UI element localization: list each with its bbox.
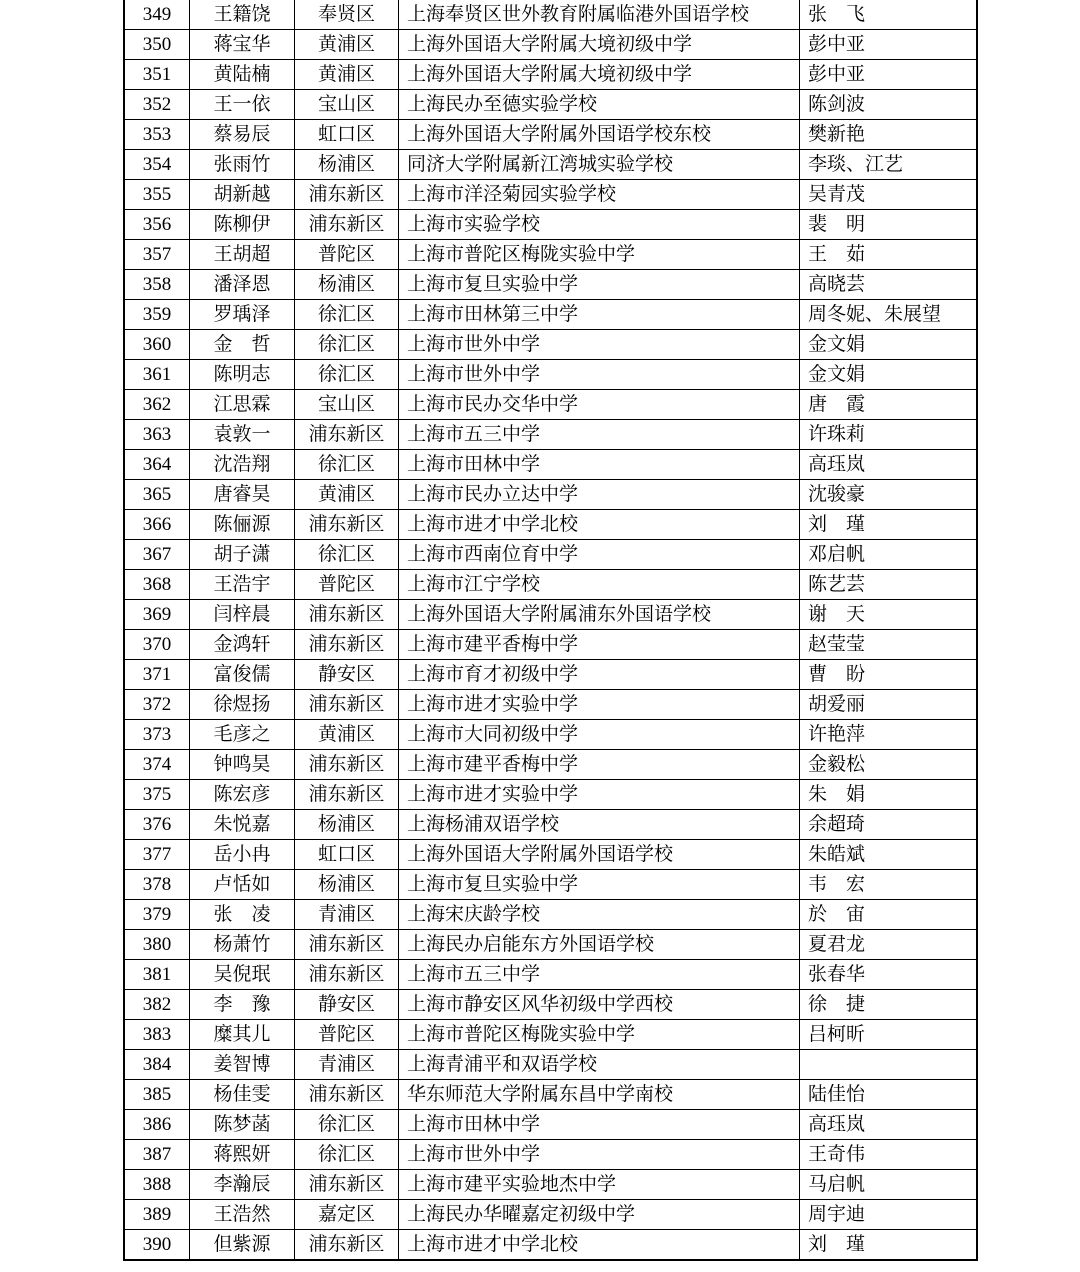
cell-school: 上海外国语大学附属外国语学校东校 bbox=[399, 120, 800, 150]
cell-district: 嘉定区 bbox=[295, 1200, 399, 1230]
cell-student-name: 杨佳雯 bbox=[190, 1080, 295, 1110]
cell-school: 上海市田林中学 bbox=[399, 1110, 800, 1140]
cell-district: 普陀区 bbox=[295, 570, 399, 600]
cell-district: 浦东新区 bbox=[295, 600, 399, 630]
cell-district: 浦东新区 bbox=[295, 750, 399, 780]
cell-school: 上海市洋泾菊园实验学校 bbox=[399, 180, 800, 210]
cell-number: 369 bbox=[124, 600, 190, 630]
table-row bbox=[124, 570, 977, 600]
cell-school: 上海市民办立达中学 bbox=[399, 480, 800, 510]
cell-number: 364 bbox=[124, 450, 190, 480]
table-row bbox=[124, 630, 977, 660]
cell-number: 365 bbox=[124, 480, 190, 510]
table-row bbox=[124, 1020, 977, 1050]
cell-district: 黄浦区 bbox=[295, 60, 399, 90]
cell-district: 徐汇区 bbox=[295, 300, 399, 330]
cell-school: 上海市复旦实验中学 bbox=[399, 870, 800, 900]
cell-school: 上海市进才中学北校 bbox=[399, 510, 800, 540]
cell-student-name: 王浩然 bbox=[190, 1200, 295, 1230]
cell-teacher: 余超琦 bbox=[800, 810, 978, 840]
cell-student-name: 毛彦之 bbox=[190, 720, 295, 750]
cell-teacher: 吴青茂 bbox=[800, 180, 978, 210]
cell-number: 378 bbox=[124, 870, 190, 900]
cell-student-name: 黄陆楠 bbox=[190, 60, 295, 90]
table-row bbox=[124, 660, 977, 690]
cell-district: 徐汇区 bbox=[295, 360, 399, 390]
cell-teacher: 许艳萍 bbox=[800, 720, 978, 750]
cell-teacher: 朱 娟 bbox=[800, 780, 978, 810]
cell-student-name: 金 哲 bbox=[190, 330, 295, 360]
cell-teacher: 赵莹莹 bbox=[800, 630, 978, 660]
table-row bbox=[124, 750, 977, 780]
cell-number: 389 bbox=[124, 1200, 190, 1230]
cell-student-name: 卢恬如 bbox=[190, 870, 295, 900]
table-row bbox=[124, 30, 977, 60]
table-row bbox=[124, 510, 977, 540]
cell-school: 上海市江宁学校 bbox=[399, 570, 800, 600]
cell-student-name: 王浩宇 bbox=[190, 570, 295, 600]
cell-number: 370 bbox=[124, 630, 190, 660]
cell-district: 浦东新区 bbox=[295, 1230, 399, 1261]
cell-number: 363 bbox=[124, 420, 190, 450]
cell-number: 356 bbox=[124, 210, 190, 240]
cell-teacher: 金文娟 bbox=[800, 330, 978, 360]
cell-district: 青浦区 bbox=[295, 1050, 399, 1080]
cell-district: 黄浦区 bbox=[295, 480, 399, 510]
cell-teacher: 沈骏豪 bbox=[800, 480, 978, 510]
table-row bbox=[124, 210, 977, 240]
cell-district: 普陀区 bbox=[295, 1020, 399, 1050]
cell-teacher: 王 茹 bbox=[800, 240, 978, 270]
cell-school: 上海外国语大学附属大境初级中学 bbox=[399, 60, 800, 90]
cell-number: 354 bbox=[124, 150, 190, 180]
cell-district: 徐汇区 bbox=[295, 540, 399, 570]
table-row bbox=[124, 270, 977, 300]
cell-teacher: 高晓芸 bbox=[800, 270, 978, 300]
cell-number: 361 bbox=[124, 360, 190, 390]
cell-student-name: 陈俪源 bbox=[190, 510, 295, 540]
table-row bbox=[124, 1110, 977, 1140]
cell-district: 杨浦区 bbox=[295, 810, 399, 840]
cell-number: 359 bbox=[124, 300, 190, 330]
cell-teacher: 谢 天 bbox=[800, 600, 978, 630]
cell-teacher: 周宇迪 bbox=[800, 1200, 978, 1230]
cell-number: 371 bbox=[124, 660, 190, 690]
cell-number: 382 bbox=[124, 990, 190, 1020]
table-row bbox=[124, 240, 977, 270]
cell-school: 上海市普陀区梅陇实验中学 bbox=[399, 240, 800, 270]
cell-teacher: 徐 捷 bbox=[800, 990, 978, 1020]
table-row bbox=[124, 0, 977, 30]
cell-teacher: 高珏岚 bbox=[800, 1110, 978, 1140]
cell-number: 355 bbox=[124, 180, 190, 210]
cell-district: 浦东新区 bbox=[295, 510, 399, 540]
cell-number: 377 bbox=[124, 840, 190, 870]
cell-number: 380 bbox=[124, 930, 190, 960]
cell-number: 351 bbox=[124, 60, 190, 90]
cell-teacher: 周冬妮、朱展望 bbox=[800, 300, 978, 330]
cell-school: 上海民办至德实验学校 bbox=[399, 90, 800, 120]
table-row bbox=[124, 1200, 977, 1230]
cell-number: 376 bbox=[124, 810, 190, 840]
cell-teacher: 陈艺芸 bbox=[800, 570, 978, 600]
cell-teacher: 彭中亚 bbox=[800, 60, 978, 90]
cell-student-name: 朱悦嘉 bbox=[190, 810, 295, 840]
table-row bbox=[124, 960, 977, 990]
cell-district: 浦东新区 bbox=[295, 930, 399, 960]
cell-school: 上海市世外中学 bbox=[399, 1140, 800, 1170]
cell-student-name: 江思霖 bbox=[190, 390, 295, 420]
table-row bbox=[124, 720, 977, 750]
cell-school: 上海市西南位育中学 bbox=[399, 540, 800, 570]
cell-student-name: 糜其儿 bbox=[190, 1020, 295, 1050]
cell-teacher: 曹 盼 bbox=[800, 660, 978, 690]
cell-school: 上海外国语大学附属大境初级中学 bbox=[399, 30, 800, 60]
cell-number: 357 bbox=[124, 240, 190, 270]
cell-student-name: 岳小冉 bbox=[190, 840, 295, 870]
cell-student-name: 陈宏彦 bbox=[190, 780, 295, 810]
cell-number: 386 bbox=[124, 1110, 190, 1140]
cell-school: 华东师范大学附属东昌中学南校 bbox=[399, 1080, 800, 1110]
award-roster-table bbox=[123, 0, 978, 1261]
cell-teacher: 许珠莉 bbox=[800, 420, 978, 450]
table-row bbox=[124, 840, 977, 870]
cell-teacher: 张春华 bbox=[800, 960, 978, 990]
cell-teacher: 陆佳怡 bbox=[800, 1080, 978, 1110]
cell-teacher: 金毅松 bbox=[800, 750, 978, 780]
cell-school: 上海市五三中学 bbox=[399, 960, 800, 990]
cell-number: 358 bbox=[124, 270, 190, 300]
cell-school: 上海宋庆龄学校 bbox=[399, 900, 800, 930]
cell-district: 浦东新区 bbox=[295, 180, 399, 210]
table-row bbox=[124, 360, 977, 390]
table-row bbox=[124, 990, 977, 1020]
roster-body bbox=[124, 0, 977, 1260]
table-row bbox=[124, 540, 977, 570]
cell-number: 390 bbox=[124, 1230, 190, 1261]
cell-school: 上海市大同初级中学 bbox=[399, 720, 800, 750]
cell-teacher: 张 飞 bbox=[800, 0, 978, 30]
cell-school: 上海市建平香梅中学 bbox=[399, 630, 800, 660]
table-row bbox=[124, 600, 977, 630]
cell-school: 上海外国语大学附属浦东外国语学校 bbox=[399, 600, 800, 630]
cell-school: 上海市实验学校 bbox=[399, 210, 800, 240]
cell-number: 367 bbox=[124, 540, 190, 570]
cell-school: 上海市进才实验中学 bbox=[399, 690, 800, 720]
cell-student-name: 王胡超 bbox=[190, 240, 295, 270]
cell-student-name: 潘泽恩 bbox=[190, 270, 295, 300]
cell-number: 383 bbox=[124, 1020, 190, 1050]
cell-teacher: 樊新艳 bbox=[800, 120, 978, 150]
table-row bbox=[124, 60, 977, 90]
cell-teacher: 韦 宏 bbox=[800, 870, 978, 900]
cell-district: 静安区 bbox=[295, 990, 399, 1020]
cell-student-name: 唐睿昊 bbox=[190, 480, 295, 510]
cell-number: 374 bbox=[124, 750, 190, 780]
cell-teacher: 彭中亚 bbox=[800, 30, 978, 60]
cell-school: 上海奉贤区世外教育附属临港外国语学校 bbox=[399, 0, 800, 30]
cell-district: 浦东新区 bbox=[295, 1080, 399, 1110]
cell-school: 上海市复旦实验中学 bbox=[399, 270, 800, 300]
cell-school: 上海市进才实验中学 bbox=[399, 780, 800, 810]
cell-district: 静安区 bbox=[295, 660, 399, 690]
cell-district: 杨浦区 bbox=[295, 270, 399, 300]
table-row bbox=[124, 1050, 977, 1080]
cell-number: 384 bbox=[124, 1050, 190, 1080]
cell-district: 浦东新区 bbox=[295, 210, 399, 240]
cell-district: 奉贤区 bbox=[295, 0, 399, 30]
cell-student-name: 蔡易辰 bbox=[190, 120, 295, 150]
cell-student-name: 姜智博 bbox=[190, 1050, 295, 1080]
cell-student-name: 陈柳伊 bbox=[190, 210, 295, 240]
table-row bbox=[124, 90, 977, 120]
cell-student-name: 蒋宝华 bbox=[190, 30, 295, 60]
cell-student-name: 陈明志 bbox=[190, 360, 295, 390]
cell-student-name: 王籍饶 bbox=[190, 0, 295, 30]
table-row bbox=[124, 930, 977, 960]
cell-district: 徐汇区 bbox=[295, 330, 399, 360]
cell-teacher: 刘 瑾 bbox=[800, 1230, 978, 1261]
cell-district: 普陀区 bbox=[295, 240, 399, 270]
cell-school: 上海市静安区风华初级中学西校 bbox=[399, 990, 800, 1020]
cell-teacher: 刘 瑾 bbox=[800, 510, 978, 540]
cell-student-name: 徐煜扬 bbox=[190, 690, 295, 720]
cell-student-name: 金鸿轩 bbox=[190, 630, 295, 660]
cell-number: 360 bbox=[124, 330, 190, 360]
cell-number: 379 bbox=[124, 900, 190, 930]
cell-teacher: 夏君龙 bbox=[800, 930, 978, 960]
cell-student-name: 王一依 bbox=[190, 90, 295, 120]
cell-district: 青浦区 bbox=[295, 900, 399, 930]
cell-number: 350 bbox=[124, 30, 190, 60]
cell-number: 349 bbox=[124, 0, 190, 30]
cell-student-name: 闫梓晨 bbox=[190, 600, 295, 630]
cell-school: 上海市育才初级中学 bbox=[399, 660, 800, 690]
table-row bbox=[124, 900, 977, 930]
cell-student-name: 杨萧竹 bbox=[190, 930, 295, 960]
cell-district: 徐汇区 bbox=[295, 1110, 399, 1140]
cell-school: 上海市民办交华中学 bbox=[399, 390, 800, 420]
cell-district: 宝山区 bbox=[295, 390, 399, 420]
cell-school: 同济大学附属新江湾城实验学校 bbox=[399, 150, 800, 180]
cell-district: 徐汇区 bbox=[295, 450, 399, 480]
cell-school: 上海市建平香梅中学 bbox=[399, 750, 800, 780]
cell-student-name: 胡新越 bbox=[190, 180, 295, 210]
cell-school: 上海民办华曜嘉定初级中学 bbox=[399, 1200, 800, 1230]
cell-number: 372 bbox=[124, 690, 190, 720]
cell-teacher: 高珏岚 bbox=[800, 450, 978, 480]
cell-teacher: 陈剑波 bbox=[800, 90, 978, 120]
cell-district: 杨浦区 bbox=[295, 150, 399, 180]
cell-number: 388 bbox=[124, 1170, 190, 1200]
cell-student-name: 胡子潇 bbox=[190, 540, 295, 570]
cell-district: 黄浦区 bbox=[295, 30, 399, 60]
cell-teacher: 李琰、江艺 bbox=[800, 150, 978, 180]
cell-number: 385 bbox=[124, 1080, 190, 1110]
cell-teacher: 金文娟 bbox=[800, 360, 978, 390]
table-row bbox=[124, 690, 977, 720]
table-row bbox=[124, 1080, 977, 1110]
table-row bbox=[124, 300, 977, 330]
cell-student-name: 张 凌 bbox=[190, 900, 295, 930]
cell-number: 375 bbox=[124, 780, 190, 810]
cell-district: 浦东新区 bbox=[295, 630, 399, 660]
cell-student-name: 李 豫 bbox=[190, 990, 295, 1020]
cell-student-name: 张雨竹 bbox=[190, 150, 295, 180]
table-row bbox=[124, 810, 977, 840]
cell-teacher: 裴 明 bbox=[800, 210, 978, 240]
cell-teacher bbox=[800, 1050, 978, 1080]
cell-teacher: 马启帆 bbox=[800, 1170, 978, 1200]
cell-district: 浦东新区 bbox=[295, 420, 399, 450]
cell-number: 352 bbox=[124, 90, 190, 120]
cell-number: 381 bbox=[124, 960, 190, 990]
table-row bbox=[124, 780, 977, 810]
table-row bbox=[124, 870, 977, 900]
cell-student-name: 蒋熙妍 bbox=[190, 1140, 295, 1170]
cell-school: 上海青浦平和双语学校 bbox=[399, 1050, 800, 1080]
cell-number: 353 bbox=[124, 120, 190, 150]
cell-district: 虹口区 bbox=[295, 120, 399, 150]
cell-student-name: 吴倪珉 bbox=[190, 960, 295, 990]
cell-district: 黄浦区 bbox=[295, 720, 399, 750]
cell-teacher: 於 宙 bbox=[800, 900, 978, 930]
cell-district: 杨浦区 bbox=[295, 870, 399, 900]
cell-number: 362 bbox=[124, 390, 190, 420]
cell-district: 虹口区 bbox=[295, 840, 399, 870]
cell-student-name: 李瀚辰 bbox=[190, 1170, 295, 1200]
cell-school: 上海市世外中学 bbox=[399, 330, 800, 360]
table-row bbox=[124, 180, 977, 210]
cell-school: 上海外国语大学附属外国语学校 bbox=[399, 840, 800, 870]
table-row bbox=[124, 150, 977, 180]
cell-teacher: 朱皓斌 bbox=[800, 840, 978, 870]
cell-school: 上海市普陀区梅陇实验中学 bbox=[399, 1020, 800, 1050]
cell-school: 上海市建平实验地杰中学 bbox=[399, 1170, 800, 1200]
cell-district: 宝山区 bbox=[295, 90, 399, 120]
table-row bbox=[124, 330, 977, 360]
cell-teacher: 王奇伟 bbox=[800, 1140, 978, 1170]
cell-teacher: 胡爱丽 bbox=[800, 690, 978, 720]
cell-number: 373 bbox=[124, 720, 190, 750]
cell-school: 上海市田林中学 bbox=[399, 450, 800, 480]
cell-school: 上海市五三中学 bbox=[399, 420, 800, 450]
table-row bbox=[124, 1170, 977, 1200]
cell-student-name: 富俊儒 bbox=[190, 660, 295, 690]
cell-student-name: 袁敦一 bbox=[190, 420, 295, 450]
cell-teacher: 唐 霞 bbox=[800, 390, 978, 420]
cell-student-name: 但紫源 bbox=[190, 1230, 295, 1261]
cell-student-name: 沈浩翔 bbox=[190, 450, 295, 480]
table-row bbox=[124, 480, 977, 510]
table-row bbox=[124, 450, 977, 480]
cell-number: 387 bbox=[124, 1140, 190, 1170]
cell-number: 366 bbox=[124, 510, 190, 540]
table-row bbox=[124, 120, 977, 150]
cell-teacher: 吕柯昕 bbox=[800, 1020, 978, 1050]
cell-school: 上海市田林第三中学 bbox=[399, 300, 800, 330]
cell-district: 徐汇区 bbox=[295, 1140, 399, 1170]
cell-student-name: 罗瑀泽 bbox=[190, 300, 295, 330]
cell-student-name: 陈梦菡 bbox=[190, 1110, 295, 1140]
table-row bbox=[124, 420, 977, 450]
cell-student-name: 钟鸣昊 bbox=[190, 750, 295, 780]
cell-school: 上海民办启能东方外国语学校 bbox=[399, 930, 800, 960]
cell-number: 368 bbox=[124, 570, 190, 600]
table-row bbox=[124, 390, 977, 420]
table-row bbox=[124, 1230, 977, 1261]
cell-school: 上海市进才中学北校 bbox=[399, 1230, 800, 1261]
cell-district: 浦东新区 bbox=[295, 690, 399, 720]
cell-district: 浦东新区 bbox=[295, 1170, 399, 1200]
table-row bbox=[124, 1140, 977, 1170]
cell-school: 上海杨浦双语学校 bbox=[399, 810, 800, 840]
cell-district: 浦东新区 bbox=[295, 960, 399, 990]
cell-district: 浦东新区 bbox=[295, 780, 399, 810]
cell-school: 上海市世外中学 bbox=[399, 360, 800, 390]
cell-teacher: 邓启帆 bbox=[800, 540, 978, 570]
